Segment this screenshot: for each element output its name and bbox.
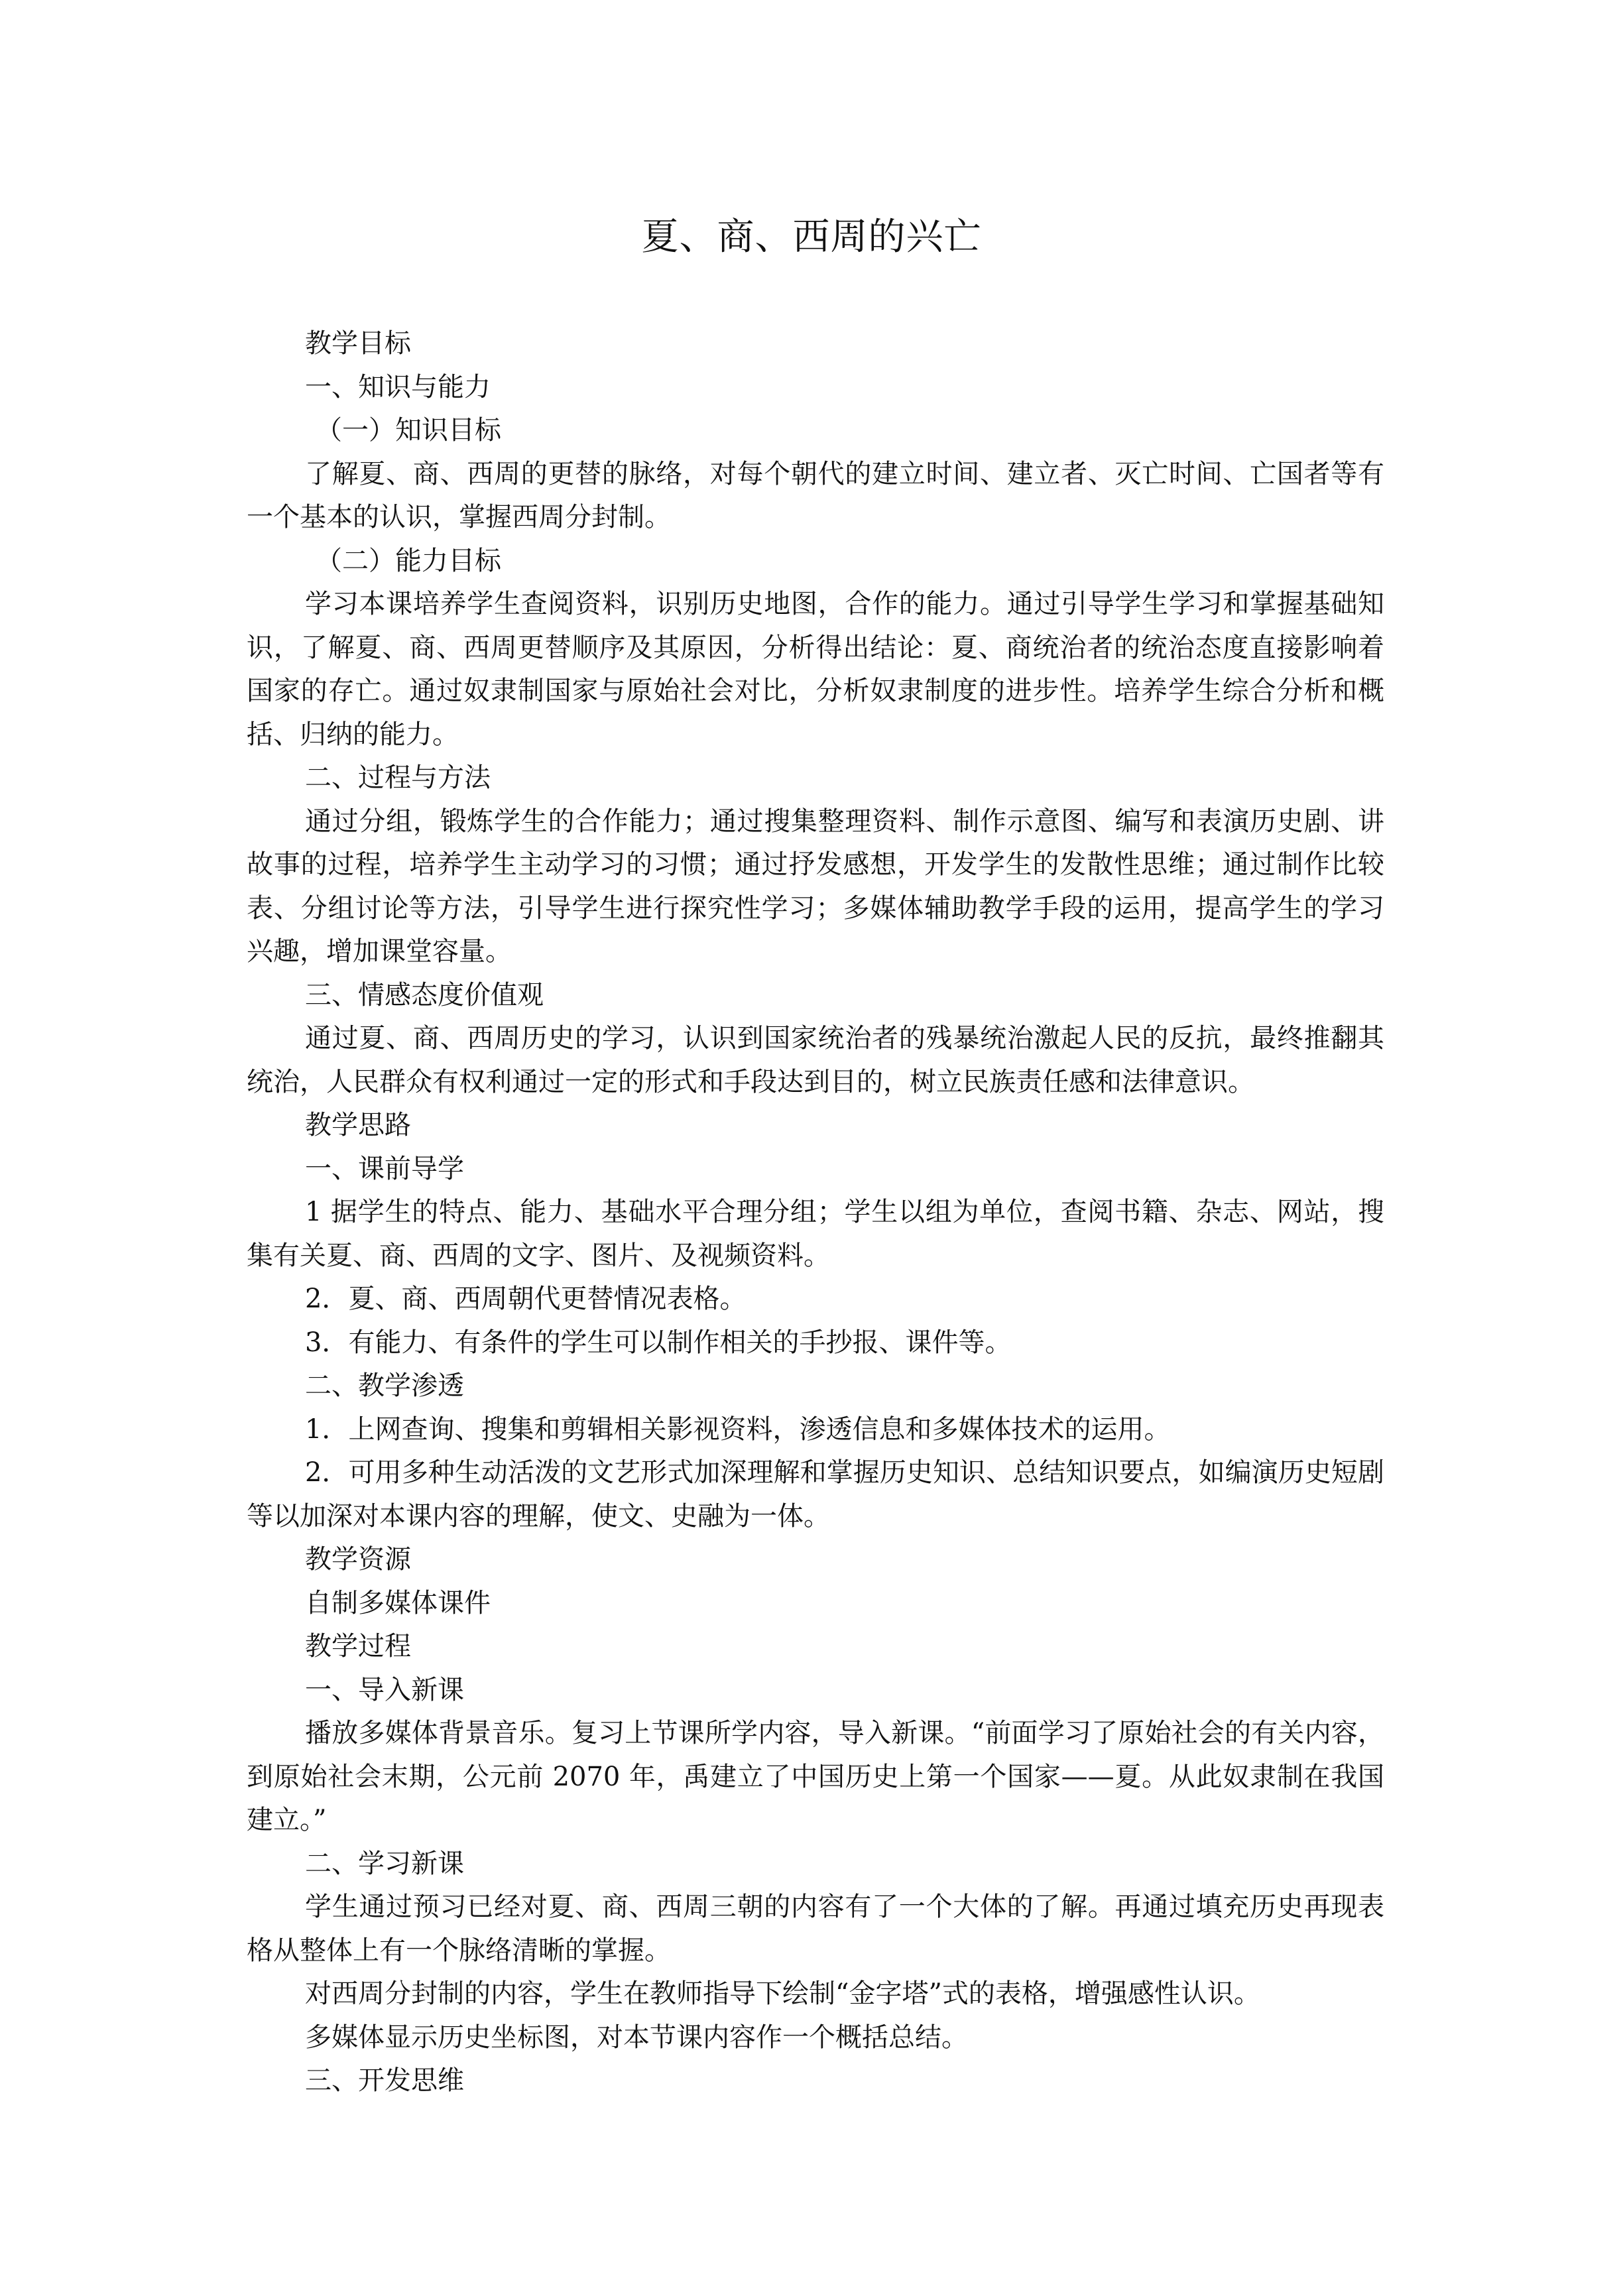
subsection-heading: 三、开发思维 — [305, 2065, 464, 2096]
list-item: 3．有能力、有条件的学生可以制作相关的手抄报、课件等。 — [305, 1327, 1012, 1358]
body-paragraph: 多媒体显示历史坐标图，对本节课内容作一个概括总结。 — [305, 2022, 968, 2053]
list-item: 2．夏、商、西周朝代更替情况表格。 — [305, 1284, 747, 1314]
body-paragraph: 通过分组，锻炼学生的合作能力；通过搜集整理资料、制作示意图、编写和表演历史剧、讲故事的过程，培养学生主动学习的习惯；通过抒发感想，开发学生的发散性思维；通过制作比较表、分组讨论等方法，引导学生进行探究性学习；多媒体辅助教学手段的运用，提高学生的学习兴趣，增加课堂容量。 — [247, 806, 1384, 967]
section-heading: 教学资源 — [305, 1544, 411, 1575]
subsection-heading: 二、教学渗透 — [305, 1370, 464, 1401]
body-paragraph: 通过夏、商、西周历史的学习，认识到国家统治者的残暴统治激起人民的反抗，最终推翻其统治，人民群众有权利通过一定的形式和手段达到目的，树立民族责任感和法律意识。 — [247, 1023, 1384, 1097]
body-paragraph: 自制多媒体课件 — [305, 1587, 491, 1618]
document-body — [247, 322, 1384, 2103]
subsection-heading: 一、课前导学 — [305, 1153, 464, 1184]
subsection-heading: 二、学习新课 — [305, 1848, 464, 1879]
body-paragraph: 对西周分封制的内容，学生在教师指导下绘制“金字塔”式的表格，增强感性认识。 — [305, 1978, 1260, 2009]
subsection-heading: （二）能力目标 — [316, 545, 501, 576]
body-paragraph: 学生通过预习已经对夏、商、西周三朝的内容有了一个大体的了解。再通过填充历史再现表格从整体上有一个脉络清晰的掌握。 — [247, 1892, 1384, 1966]
section-heading: 教学思路 — [305, 1110, 411, 1140]
list-item: 1 据学生的特点、能力、基础水平合理分组；学生以组为单位，查阅书籍、杂志、网站，搜集有关夏、商、西周的文字、图片、及视频资料。 — [247, 1197, 1384, 1271]
section-heading: 教学目标 — [305, 328, 411, 359]
subsection-heading: 三、情感态度价值观 — [305, 979, 544, 1010]
body-paragraph: 学习本课培养学生查阅资料，识别历史地图，合作的能力。通过引导学生学习和掌握基础知识，了解夏、商、西周更替顺序及其原因，分析得出结论：夏、商统治者的统治态度直接影响着国家的存亡。通过奴隶制国家与原始社会对比，分析奴隶制度的进步性。培养学生综合分析和概括、归纳的能力。 — [247, 589, 1384, 750]
document-title: 夏、商、西周的兴亡 — [641, 215, 982, 259]
subsection-heading: 一、导入新课 — [305, 1674, 464, 1705]
subsection-heading: （一）知识目标 — [316, 415, 501, 446]
body-paragraph: 播放多媒体背景音乐。复习上节课所学内容，导入新课。“前面学习了原始社会的有关内容，到原始社会末期，公元前 2070 年，禹建立了中国历史上第一个国家——夏。从此奴隶制在我国建立。” — [247, 1718, 1384, 1835]
section-heading: 教学过程 — [305, 1631, 411, 1662]
list-item: 2．可用多种生动活泼的文艺形式加深理解和掌握历史知识、总结知识要点，如编演历史短剧等以加深对本课内容的理解，使文、史融为一体。 — [247, 1457, 1384, 1532]
subsection-heading: 二、过程与方法 — [305, 762, 491, 793]
subsection-heading: 一、知识与能力 — [305, 371, 491, 402]
list-item: 1．上网查询、搜集和剪辑相关影视资料，渗透信息和多媒体技术的运用。 — [305, 1414, 1171, 1445]
body-paragraph: 了解夏、商、西周的更替的脉络，对每个朝代的建立时间、建立者、灭亡时间、亡国者等有一个基本的认识，掌握西周分封制。 — [247, 458, 1384, 532]
